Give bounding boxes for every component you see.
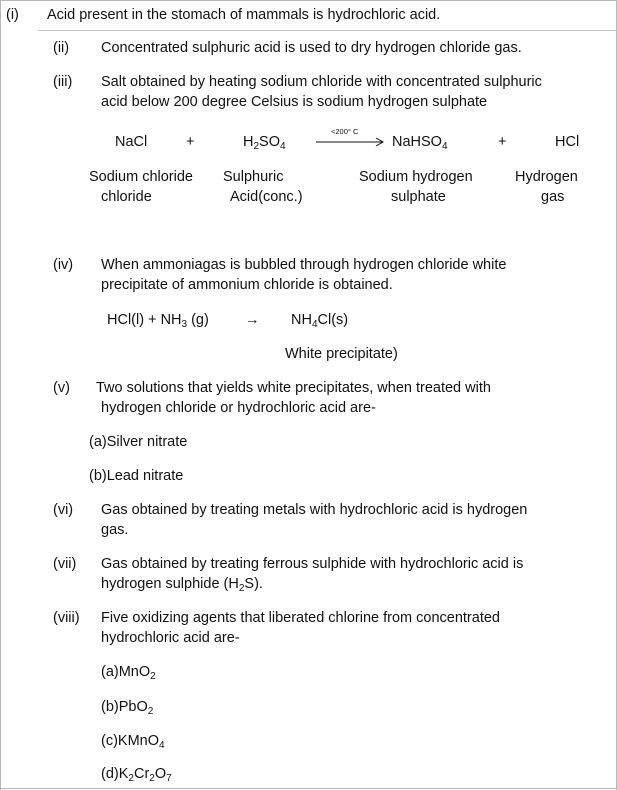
oxidizer-b: (b)PbO$_2$ bbox=[101, 699, 154, 717]
item-vii-line1: Gas obtained by treating ferrous sulphide with hydrochloric acid is bbox=[101, 556, 524, 572]
item-iii-line1: Salt obtained by heating sodium chloride with concentrated sulphuric bbox=[101, 74, 542, 90]
item-vii-line2: hydrogen sulphide $(H_2S)$. bbox=[101, 576, 263, 594]
frame-top-border bbox=[0, 0, 617, 1]
item-iv-line2: precipitate of ammonium chloride is obtained. bbox=[101, 277, 393, 293]
eq1-label-hcl-2: gas bbox=[541, 189, 565, 205]
frame-left-border bbox=[0, 0, 1, 790]
item-v-option-a: (a)Silver nitrate bbox=[89, 434, 188, 450]
eq1-h2so4: $H_2SO_4$ bbox=[243, 134, 286, 152]
oxidizer-a: (a)MnO$_2$ bbox=[101, 664, 156, 682]
eq2-product: $NH_4Cl(s)$ bbox=[291, 312, 349, 330]
eq1-label-hcl-1: Hydrogen bbox=[515, 169, 578, 185]
eq1-label-nahso4-2: sulphate bbox=[391, 189, 446, 205]
oxidizer-c: (c)KMnO$_4$ bbox=[101, 733, 165, 751]
item-viii-line1: Five oxidizing agents that liberated chlorine from concentrated bbox=[101, 610, 500, 626]
item-vii-number: (vii) bbox=[53, 556, 77, 572]
item-ii-text: Concentrated sulphuric acid is used to dry hydrogen chloride gas. bbox=[101, 40, 522, 56]
eq2-note: White precipitate) bbox=[285, 346, 398, 362]
item-ii-number: (ii) bbox=[53, 40, 70, 56]
eq1-arrow bbox=[316, 137, 388, 147]
eq1-plus-2: + bbox=[498, 134, 507, 150]
eq1-condition: <200° C bbox=[331, 127, 359, 136]
eq1-label-h2so4-1: Sulphuric bbox=[223, 169, 284, 185]
item-viii-line2: hydrochloric acid are- bbox=[101, 630, 240, 646]
item-v-line1: Two solutions that yields white precipitates, when treated with bbox=[96, 380, 491, 396]
item-vi-number: (vi) bbox=[53, 502, 74, 518]
item-divider bbox=[38, 30, 616, 31]
item-viii-number: (viii) bbox=[53, 610, 80, 626]
eq2-arrow: → bbox=[245, 312, 260, 328]
eq1-nahso4: NaHSO$_4$ bbox=[392, 134, 448, 152]
eq1-nacl: NaCl bbox=[115, 134, 148, 150]
item-iii-line2: acid below 200 degree Celsius is sodium hydrogen sulphate bbox=[101, 94, 488, 110]
eq1-hcl: HCl bbox=[555, 134, 580, 150]
eq1-plus-1: + bbox=[186, 134, 195, 150]
oxidizer-d: $(d)K_2Cr_2O_7$ bbox=[101, 766, 172, 784]
item-iii-number: (iii) bbox=[53, 74, 73, 90]
item-i-text: Acid present in the stomach of mammals is hydrochloric acid. bbox=[47, 7, 441, 23]
eq1-label-nacl-2: chloride bbox=[101, 189, 152, 205]
item-vi-line2: gas. bbox=[101, 522, 129, 538]
item-iv-line1: When ammoniagas is bubbled through hydrogen chloride white bbox=[101, 257, 507, 273]
eq1-label-nacl-1: Sodium chloride bbox=[89, 169, 193, 185]
item-v-line2: hydrogen chloride or hydrochloric acid are- bbox=[101, 400, 376, 416]
item-vi-line1: Gas obtained by treating metals with hydrochloric acid is hydrogen bbox=[101, 502, 528, 518]
item-i-number: (i) bbox=[6, 7, 19, 23]
item-v-number: (v) bbox=[53, 380, 70, 396]
item-iv-number: (iv) bbox=[53, 257, 74, 273]
eq2-reactants: $HCl(l) + NH_3$ (g) bbox=[107, 312, 209, 330]
item-v-option-b: (b)Lead nitrate bbox=[89, 468, 184, 484]
frame-bottom-border bbox=[0, 788, 617, 789]
eq1-label-h2so4-2: Acid(conc.) bbox=[230, 189, 303, 205]
eq1-label-nahso4-1: Sodium hydrogen bbox=[359, 169, 473, 185]
